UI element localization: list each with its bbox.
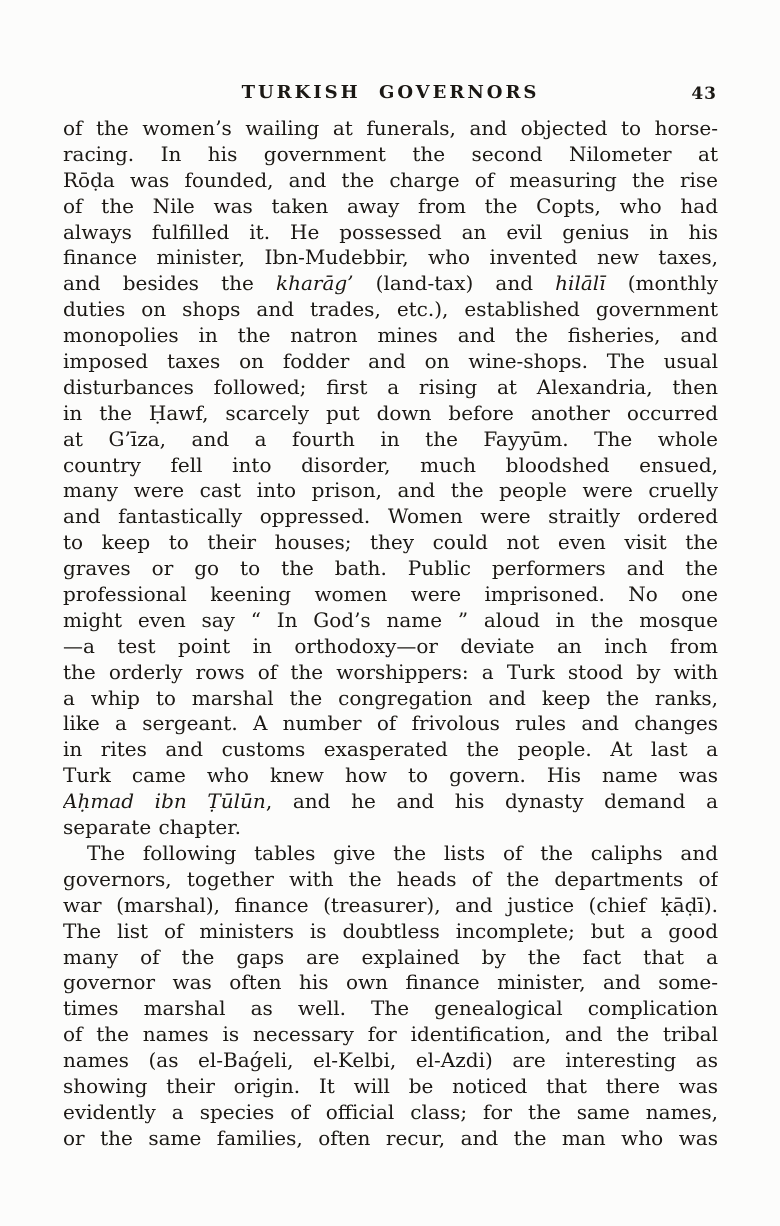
text-segment: of the Nile was taken away from the Copts, who had [63, 193, 718, 218]
text-line [63, 789, 718, 815]
text-segment: times marshal as well. The genealogical complication [63, 996, 718, 1021]
text-segment: of the women’s wailing at funerals, and objected to horse- [63, 116, 718, 140]
text-line [63, 323, 718, 349]
text-segment: , and he and his dynasty demand a [265, 789, 718, 814]
text-segment: disturbances followed; first a rising at Alexandria, then [63, 374, 718, 399]
text-segment: in rites and customs exasperated the people. At last a [63, 737, 718, 762]
italic-text-segment: hilālī [555, 271, 606, 296]
text-segment: (land-tax) and [353, 271, 556, 296]
text-line [63, 504, 718, 530]
text-segment: finance minister, Ibn-Mudebbir, who invented new taxes, [63, 245, 718, 270]
text-line [63, 1022, 718, 1048]
text-segment: to keep to their houses; they could not even visit the [63, 530, 718, 555]
text-segment: at G’īza, and a fourth in the Fayyūm. The whole [63, 426, 718, 451]
text-segment: many of the gaps are explained by the fact that a [63, 944, 718, 969]
text-line [63, 970, 718, 996]
text-line [63, 556, 718, 582]
text-line [63, 427, 718, 453]
text-segment: the orderly rows of the worshippers: a Turk stood by with [63, 659, 718, 684]
text-line [63, 1074, 718, 1100]
text-line [63, 737, 718, 763]
text-segment: governors, together with the heads of the departments of [63, 866, 718, 891]
text-segment: a whip to marshal the congregation and keep the ranks, [63, 685, 718, 710]
text-line [63, 841, 718, 867]
text-segment: professional keening women were imprisoned. No one [63, 582, 718, 607]
text-segment: always fulfilled it. He possessed an evil genius in his [63, 219, 718, 244]
text-segment: separate chapter. [63, 815, 241, 840]
text-line [63, 349, 718, 375]
text-segment: in the Ḥawf, scarcely put down before another occurred [63, 400, 718, 425]
text-segment: graves or go to the bath. Public performers and the [63, 556, 718, 581]
text-segment: imposed taxes on fodder and on wine-shops. The usual [63, 349, 718, 374]
text-segment: like a sergeant. A number of frivolous rules and changes [63, 711, 718, 736]
text-segment: might even say “ In God’s name ” aloud in the mosque [63, 607, 718, 632]
text-segment: or the same families, often recur, and the man who was [63, 1125, 718, 1150]
text-line [63, 815, 718, 841]
text-line [63, 375, 718, 401]
text-segment: monopolies in the natron mines and the fisheries, and [63, 323, 718, 348]
text-line [63, 297, 718, 323]
text-line [63, 945, 718, 971]
text-line [63, 401, 718, 427]
text-segment: names (as el-Baǵeli, el-Kelbi, el-Azdi) are interesting as [63, 1048, 718, 1073]
text-segment: The following tables give the lists of the caliphs and [87, 840, 718, 865]
text-segment: Rōḍa was founded, and the charge of measuring the rise [63, 167, 718, 192]
text-line [63, 996, 718, 1022]
running-head-title: TURKISH GOVERNORS [241, 82, 540, 103]
text-segment: showing their origin. It will be noticed that there was [63, 1073, 718, 1098]
text-line [63, 686, 718, 712]
text-line [63, 453, 718, 479]
text-line [63, 116, 718, 142]
text-line [63, 530, 718, 556]
text-line [63, 478, 718, 504]
text-segment: war (marshal), finance (treasurer), and justice (chief ḳāḍī). [63, 892, 718, 917]
text-line [63, 711, 718, 737]
page-number: 43 [691, 84, 717, 104]
text-line [63, 867, 718, 893]
text-segment: evidently a species of official class; for the same names, [63, 1099, 718, 1124]
text-segment: country fell into disorder, much bloodshed ensued, [63, 452, 718, 477]
text-line [63, 142, 718, 168]
text-segment: The list of ministers is doubtless incomplete; but a good [63, 918, 718, 943]
text-segment: governor was often his own finance minister, and some- [63, 970, 718, 995]
text-line [63, 660, 718, 686]
italic-text-segment: Aḥmad ibn Ṭūlūn [63, 789, 266, 814]
text-line [63, 168, 718, 194]
text-line [63, 271, 718, 297]
text-line [63, 245, 718, 271]
page-text [63, 116, 718, 1152]
text-segment: and besides the [63, 271, 276, 296]
italic-text-segment: kharāg’ [275, 271, 354, 296]
text-segment: —a test point in orthodoxy—or deviate an inch from [63, 633, 718, 658]
text-segment: duties on shops and trades, etc.), established government [63, 297, 718, 322]
text-line [63, 194, 718, 220]
text-line [63, 220, 718, 246]
text-line [63, 582, 718, 608]
text-line [63, 763, 718, 789]
text-segment: racing. In his government the second Nilometer at [63, 141, 718, 166]
text-line [63, 608, 718, 634]
text-segment: of the names is necessary for identification, and the tribal [63, 1022, 718, 1047]
text-segment: Turk came who knew how to govern. His name was [63, 763, 718, 788]
text-line [63, 919, 718, 945]
text-line [63, 1048, 718, 1074]
text-line [63, 1100, 718, 1126]
text-segment: and fantastically oppressed. Women were straitly ordered [63, 504, 718, 529]
text-line [63, 634, 718, 660]
text-segment: many were cast into prison, and the people were cruelly [63, 478, 718, 503]
text-line [63, 893, 718, 919]
text-line [63, 1126, 718, 1152]
text-segment: (monthly [605, 271, 718, 296]
